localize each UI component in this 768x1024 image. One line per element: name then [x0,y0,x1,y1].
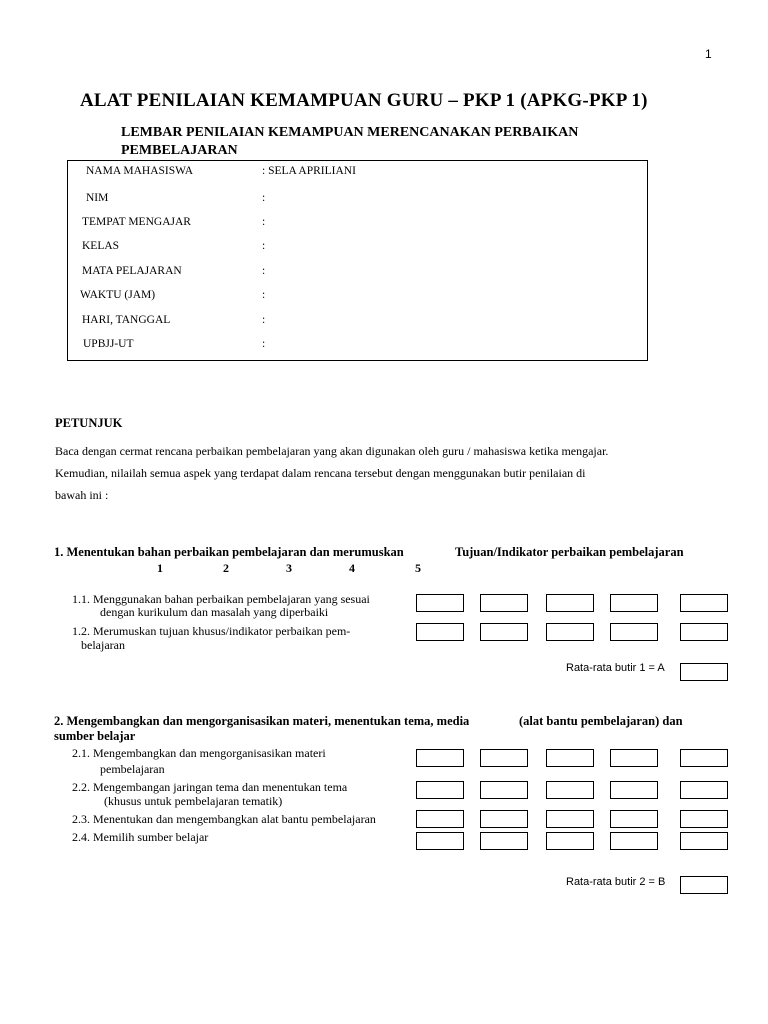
scale-2: 2 [223,561,229,575]
value-nim[interactable]: : [262,192,266,204]
score-box-2-2-5[interactable] [680,781,728,799]
label-tempat-mengajar: TEMPAT MENGAJAR [82,216,191,228]
score-box-2-4-3[interactable] [546,832,594,850]
score-box-2-3-3[interactable] [546,810,594,828]
item-1-2: 1.2. Merumuskan tujuan khusus/indikator perbaikan pem- [72,624,351,638]
rata-label-1: Rata-rata butir 1 = A [566,662,665,674]
label-upbjj: UPBJJ-UT [83,338,134,350]
item-1-1-cont: dengan kurikulum dan masalah yang diperbaiki [100,605,329,619]
page-number: 1 [705,47,712,61]
score-box-2-3-1[interactable] [416,810,464,828]
score-box-1-1-5[interactable] [680,594,728,612]
score-box-2-3-5[interactable] [680,810,728,828]
score-box-2-3-2[interactable] [480,810,528,828]
value-nama[interactable]: : SELA APRILIANI [262,165,356,177]
score-box-2-2-2[interactable] [480,781,528,799]
score-box-2-1-3[interactable] [546,749,594,767]
section1-heading: 1. Menentukan bahan perbaikan pembelajaran dan merumuskan [54,545,404,559]
score-box-1-2-2[interactable] [480,623,528,641]
petunjuk-line-3: bawah ini : [55,488,109,502]
value-waktu[interactable]: : [262,289,266,301]
score-box-2-1-4[interactable] [610,749,658,767]
identity-box [67,160,648,361]
section2-heading-cont-2: sumber belajar [54,729,136,743]
value-upbjj[interactable]: : [262,338,266,350]
label-hari-tanggal: HARI, TANGGAL [82,314,171,326]
value-tempat-mengajar[interactable]: : [262,216,266,228]
label-nama: NAMA MAHASISWA [86,165,194,177]
label-kelas: KELAS [82,240,120,252]
petunjuk-line-1: Baca dengan cermat rencana perbaikan pembelajaran yang akan digunakan oleh guru / mahasiswa ketika mengajar. [55,444,609,458]
score-box-1-2-1[interactable] [416,623,464,641]
section1-heading-cont: Tujuan/Indikator perbaikan pembelajaran [455,545,684,559]
score-box-1-1-1[interactable] [416,594,464,612]
rata-box-a[interactable] [680,663,728,681]
rata-box-b[interactable] [680,876,728,894]
scale-1: 1 [157,561,163,575]
scale-3: 3 [286,561,292,575]
label-nim: NIM [86,192,109,204]
score-box-1-1-2[interactable] [480,594,528,612]
score-box-2-4-4[interactable] [610,832,658,850]
score-box-2-3-4[interactable] [610,810,658,828]
value-kelas[interactable]: : [262,240,266,252]
item-2-3: 2.3. Menentukan dan mengembangkan alat bantu pembelajaran [72,812,376,826]
score-box-1-2-3[interactable] [546,623,594,641]
item-2-1-cont: pembelajaran [100,762,165,776]
document-subtitle: LEMBAR PENILAIAN KEMAMPUAN MERENCANAKAN PERBAIKAN PEMBELAJARAN [121,125,579,158]
score-box-2-1-2[interactable] [480,749,528,767]
score-box-2-2-3[interactable] [546,781,594,799]
score-box-2-2-4[interactable] [610,781,658,799]
score-box-2-4-5[interactable] [680,832,728,850]
petunjuk-line-2: Kemudian, nilailah semua aspek yang terdapat dalam rencana tersebut dengan menggunakan butir penilaian di [55,466,586,480]
score-box-1-2-4[interactable] [610,623,658,641]
value-hari-tanggal[interactable]: : [262,314,266,326]
score-box-1-1-3[interactable] [546,594,594,612]
item-2-4: 2.4. Memilih sumber belajar [72,830,209,844]
item-1-2-cont: belajaran [81,638,125,652]
label-mata-pelajaran: MATA PELAJARAN [82,265,182,277]
score-box-2-1-1[interactable] [416,749,464,767]
score-box-2-4-2[interactable] [480,832,528,850]
section2-heading-cont: (alat bantu pembelajaran) dan [519,714,683,728]
scale-4: 4 [349,561,355,575]
item-2-1: 2.1. Mengembangkan dan mengorganisasikan materi [72,746,326,760]
value-mata-pelajaran[interactable]: : [262,265,266,277]
score-box-2-2-1[interactable] [416,781,464,799]
score-box-1-2-5[interactable] [680,623,728,641]
item-1-1: 1.1. Menggunakan bahan perbaikan pembelajaran yang sesuai [72,592,370,606]
scale-5: 5 [415,561,421,575]
section2-heading: 2. Mengembangkan dan mengorganisasikan materi, menentukan tema, media [54,714,470,728]
score-box-1-1-4[interactable] [610,594,658,612]
score-box-2-1-5[interactable] [680,749,728,767]
item-2-2-cont: (khusus untuk pembelajaran tematik) [104,794,283,808]
document-title: ALAT PENILAIAN KEMAMPUAN GURU – PKP 1 (APKG-PKP 1) [80,90,648,111]
label-waktu: WAKTU (JAM) [80,289,156,301]
rata-label-2: Rata-rata butir 2 = B [566,876,666,888]
score-box-2-4-1[interactable] [416,832,464,850]
petunjuk-heading: PETUNJUK [55,416,123,430]
item-2-2: 2.2. Mengembangan jaringan tema dan menentukan tema [72,780,348,794]
